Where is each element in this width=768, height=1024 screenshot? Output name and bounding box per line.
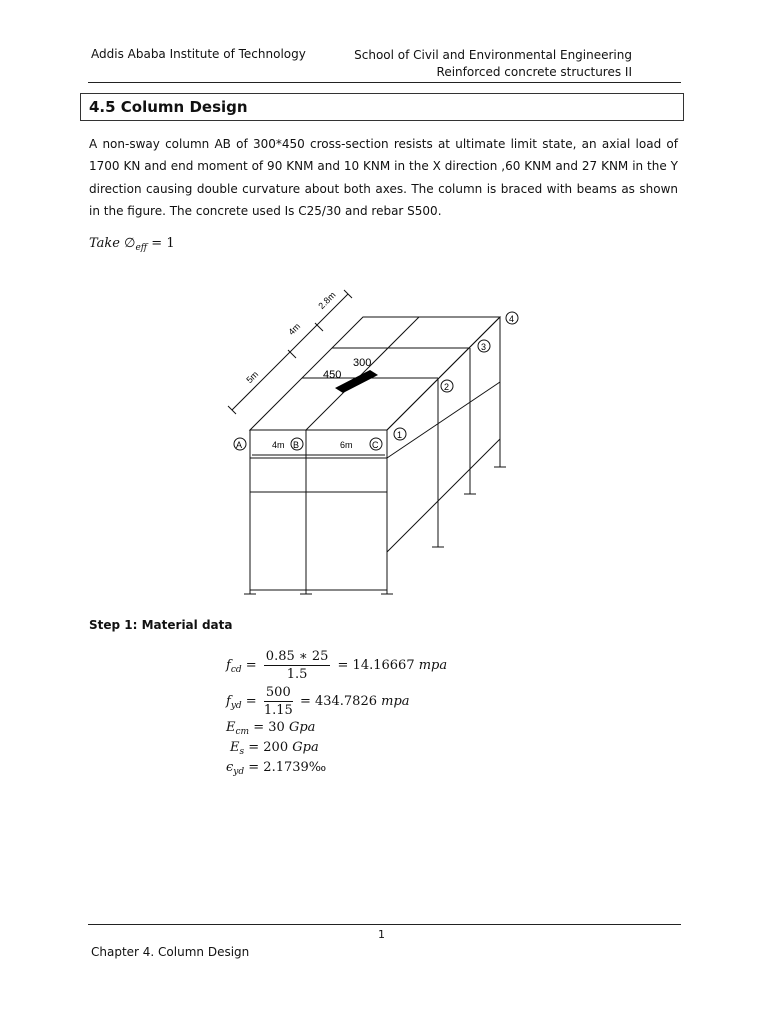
section-width-label: 300 [353,357,372,369]
ecm-rhs: = 30 [253,720,285,735]
footer-rule [88,924,681,925]
header-right [354,47,632,81]
take-rhs: = 1 [147,236,175,251]
eq-ecm [226,720,315,737]
side-beam-mid [387,382,500,458]
frame-figure [220,282,530,602]
fcd-den: 1.5 [286,667,308,682]
column-section [335,370,378,393]
page-number: 1 [378,928,385,941]
grid-bubble-c [370,438,382,450]
eq-fyd: $f_{yd}$ = $\frac{500}{1.15}$ = 434.7826 mpa [226,685,410,718]
fcd-lhs: f [226,658,231,673]
header-course: Reinforced concrete structures II [436,65,632,79]
section-heading-box [80,93,684,121]
take-prefix: Take [89,236,125,251]
grid-bubble-1 [394,428,406,440]
eyd-lhs: ϵ [226,760,234,775]
eq-es [230,740,319,757]
grid-bubble-3 [478,340,490,352]
phi-subscript: eff [135,243,148,253]
fyd-sub: yd [230,701,242,711]
fyd-num: 500 [264,684,293,702]
phi-symbol: ∅ [124,236,136,251]
grid-bubble-b-label: B [293,440,300,450]
span-dim-right: 6m [340,440,353,450]
grid-bubble-2-label: 2 [444,382,450,392]
fcd-unit: mpa [418,658,448,673]
fyd-result: = 434.7826 [299,694,377,709]
fyd-fraction [264,684,293,719]
front-face [250,430,387,590]
step1-title: Step 1: Material data [89,618,233,632]
grid-bubble-a [234,438,246,450]
section-depth-label: 450 [323,369,342,381]
fyd-lhs: f [226,694,231,709]
span-dim-left: 4m [272,440,285,450]
eyd-sub: yd [233,767,245,777]
es-lhs: E [230,740,240,755]
side-beam-bot [387,439,500,552]
grid-bubble-2 [441,380,453,392]
section-title: 4.5 Column Design [89,98,248,116]
grid-bubble-4 [506,312,518,324]
depth-dim-5m: 5m [244,369,261,386]
eyd-rhs: = 2.1739‰ [248,760,327,775]
eq-eyd [226,760,326,777]
es-sub: s [239,747,245,757]
grid-bubble-3-label: 3 [481,342,487,352]
depth-dim-4m: 4m [286,321,303,338]
fyd-unit: mpa [381,694,410,709]
fcd-sub: cd [230,665,242,675]
es-unit: Gpa [292,740,319,755]
grid-bubble-a-label: A [236,440,243,450]
header-institution: Addis Ababa Institute of Technology [91,47,306,61]
fcd-result: = 14.16667 [337,658,415,673]
ecm-sub: cm [235,727,250,737]
grid-bubble-1-label: 1 [397,430,403,440]
header-school: School of Civil and Environmental Engineering [354,48,632,62]
fcd-fraction [264,648,331,683]
es-rhs: = 200 [248,740,289,755]
fyd-den: 1.15 [263,703,293,718]
eq-fcd: $f_{cd}$ = $\frac{0.85 ∗ 25}{1.5}$ = 14.16667 mpa [226,649,448,682]
header-rule [88,82,681,83]
ecm-lhs: E [226,720,236,735]
grid-bubble-b [291,438,303,450]
take-phi-eff [89,236,175,253]
problem-statement: A non-sway column AB of 300*450 cross-section resists at ultimate limit state, an axial load of 1700 KN and end moment of 90 KNM and 10 KNM in the X direction ,60 KNM and 27 KNM in the Y direction causing double curvature about both axes. The column is braced with beams as shown in the figure. The concrete used Is C25/30 and rebar S500. [89,137,678,218]
side-beam-top [387,317,500,430]
fcd-num: 0.85 ∗ 25 [265,649,329,664]
footer-chapter: Chapter 4. Column Design [91,945,250,959]
depth-dim-2p8m: 2.8m [316,289,338,312]
ecm-unit: Gpa [288,720,316,735]
grid-bubble-c-label: C [372,440,379,450]
grid-bubble-4-label: 4 [509,314,515,324]
